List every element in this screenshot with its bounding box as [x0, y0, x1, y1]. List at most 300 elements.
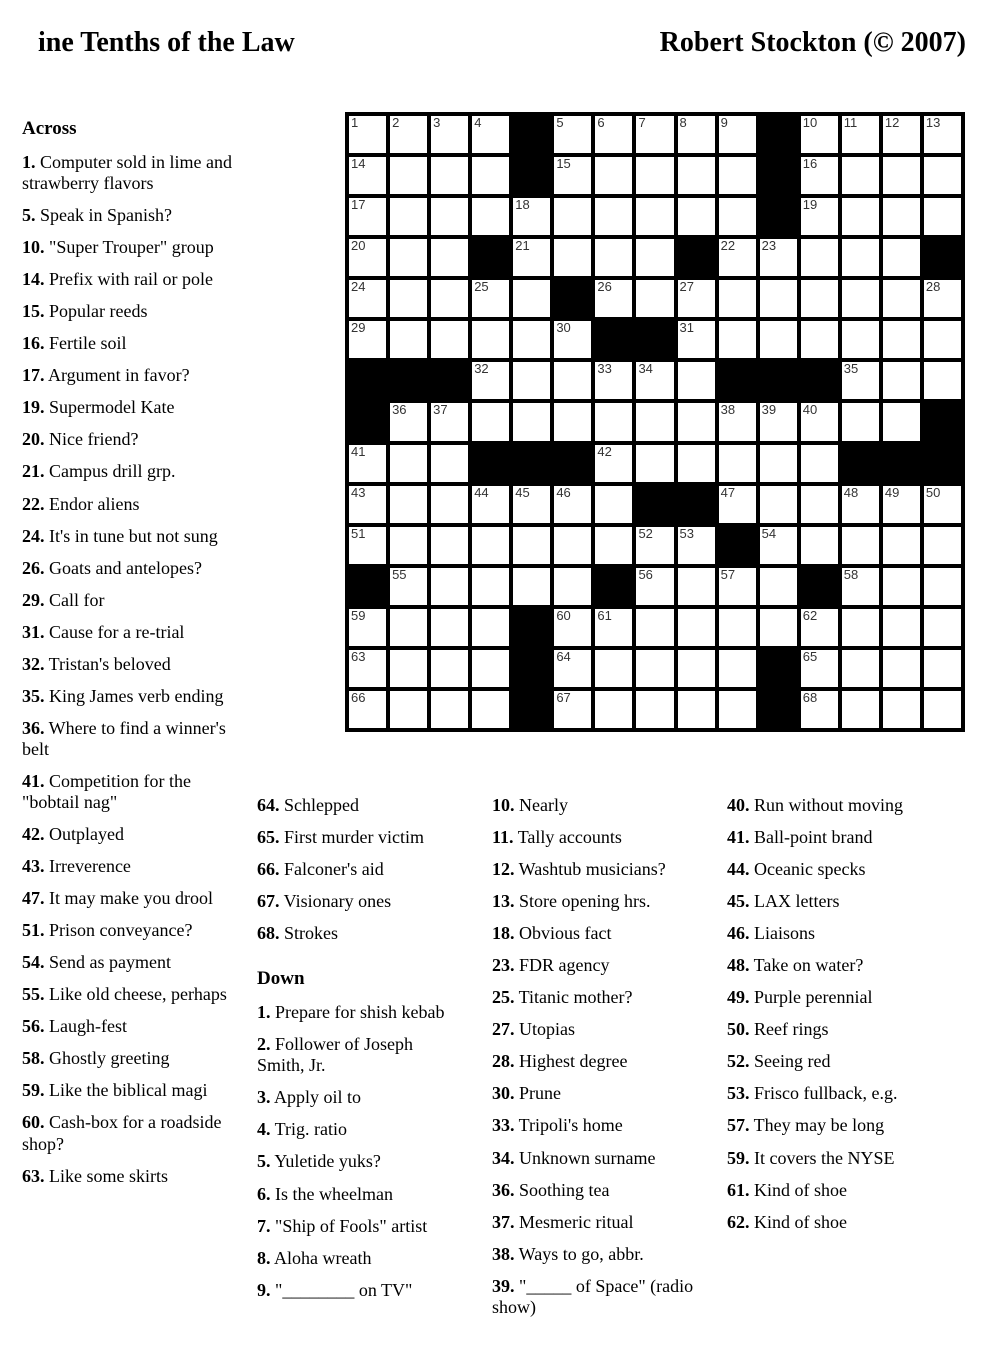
grid-cell[interactable] — [719, 650, 756, 687]
grid-cell[interactable] — [431, 527, 468, 564]
clue-number: 20. — [22, 429, 45, 450]
grid-cell[interactable] — [883, 157, 920, 194]
grid-cell[interactable] — [801, 609, 838, 646]
grid-cell[interactable] — [595, 650, 632, 687]
grid-cell[interactable] — [883, 239, 920, 276]
grid-cell[interactable] — [390, 321, 427, 358]
grid-cell[interactable] — [554, 157, 591, 194]
grid-cell[interactable] — [595, 527, 632, 564]
grid-cell[interactable] — [842, 403, 879, 440]
grid-cell[interactable] — [678, 568, 715, 605]
grid-cell[interactable] — [801, 650, 838, 687]
grid-cell[interactable] — [390, 403, 427, 440]
grid-cell[interactable] — [719, 157, 756, 194]
black-cell — [513, 609, 550, 646]
grid-cell[interactable] — [760, 403, 797, 440]
grid-cell[interactable] — [924, 486, 961, 523]
grid-cell[interactable] — [472, 280, 509, 317]
grid-cell[interactable] — [431, 445, 468, 482]
grid-cell[interactable] — [472, 403, 509, 440]
grid-cell[interactable] — [554, 650, 591, 687]
clue-number: 13. — [492, 891, 515, 912]
grid-cell[interactable] — [636, 609, 673, 646]
grid-cell[interactable] — [924, 198, 961, 235]
grid-cell[interactable] — [513, 198, 550, 235]
grid-cell[interactable] — [883, 321, 920, 358]
grid-cell[interactable] — [513, 362, 550, 399]
grid-cell[interactable] — [760, 486, 797, 523]
grid-cell[interactable] — [390, 445, 427, 482]
grid-cell[interactable] — [390, 239, 427, 276]
grid-cell[interactable] — [390, 568, 427, 605]
grid-cell[interactable] — [924, 116, 961, 153]
black-cell — [760, 116, 797, 153]
grid-cell[interactable] — [842, 568, 879, 605]
down-clue-36: 36. Soothing tea — [492, 1179, 610, 1200]
crossword-grid — [345, 112, 965, 732]
clue-number: 4. — [257, 1119, 271, 1140]
grid-cell[interactable] — [431, 403, 468, 440]
across-clue-16: 16. Fertile soil — [22, 333, 127, 354]
grid-cell[interactable] — [760, 527, 797, 564]
grid-cell[interactable] — [595, 362, 632, 399]
across-clues-list — [22, 152, 244, 1187]
grid-cell[interactable] — [595, 157, 632, 194]
grid-cell[interactable] — [883, 691, 920, 728]
grid-cell[interactable] — [719, 280, 756, 317]
across-clue-41: 41. Competition for the "bobtail nag" — [22, 770, 191, 812]
grid-cell[interactable] — [390, 198, 427, 235]
grid-cell[interactable] — [719, 198, 756, 235]
grid-cell[interactable] — [719, 445, 756, 482]
across-clue-58: 58. Ghostly greeting — [22, 1048, 170, 1069]
grid-cell[interactable] — [595, 445, 632, 482]
grid-cell[interactable] — [842, 157, 879, 194]
grid-cell[interactable] — [678, 362, 715, 399]
clue-number: 41. — [22, 770, 45, 791]
grid-cell[interactable] — [636, 198, 673, 235]
grid-cell[interactable] — [678, 403, 715, 440]
grid-cell[interactable] — [719, 239, 756, 276]
black-cell — [513, 116, 550, 153]
clue-number: 23. — [492, 955, 515, 976]
down-clue-39: 39. "_____ of Space" (radio show) — [492, 1275, 694, 1317]
grid-cell[interactable] — [883, 609, 920, 646]
grid-cell[interactable] — [636, 157, 673, 194]
across-clue-54: 54. Send as payment — [22, 952, 171, 973]
grid-cell[interactable] — [513, 527, 550, 564]
down-clue-37: 37. Mesmeric ritual — [492, 1211, 634, 1232]
grid-cell[interactable] — [349, 116, 386, 153]
grid-cell[interactable] — [678, 691, 715, 728]
clue-number: 32. — [22, 653, 45, 674]
grid-cell[interactable] — [636, 527, 673, 564]
grid-cell[interactable] — [678, 157, 715, 194]
grid-cell[interactable] — [472, 157, 509, 194]
grid-cell[interactable] — [924, 280, 961, 317]
grid-cell[interactable] — [924, 650, 961, 687]
grid-cell[interactable] — [390, 527, 427, 564]
clue-number: 27. — [492, 1019, 515, 1040]
grid-cell[interactable] — [349, 486, 386, 523]
grid-cell[interactable] — [760, 280, 797, 317]
down-clue-13: 13. Store opening hrs. — [492, 891, 651, 912]
grid-cell[interactable] — [924, 157, 961, 194]
black-cell — [554, 280, 591, 317]
clue-number: 1. — [257, 1002, 271, 1023]
grid-cell[interactable] — [595, 239, 632, 276]
grid-cell[interactable] — [719, 486, 756, 523]
grid-cell[interactable] — [513, 403, 550, 440]
grid-cell[interactable] — [842, 650, 879, 687]
down-clue-34: 34. Unknown surname — [492, 1147, 656, 1168]
grid-cell[interactable] — [678, 116, 715, 153]
black-cell — [390, 362, 427, 399]
grid-cell[interactable] — [554, 609, 591, 646]
clue-number: 44. — [727, 859, 750, 880]
grid-cell[interactable] — [883, 650, 920, 687]
cell-number: 68 — [802, 689, 818, 705]
grid-cell[interactable] — [678, 445, 715, 482]
grid-cell[interactable] — [431, 691, 468, 728]
grid-cell[interactable] — [678, 609, 715, 646]
cell-number: 53 — [679, 525, 694, 541]
cell-number: 50 — [925, 484, 941, 500]
down-clue-38: 38. Ways to go, abbr. — [492, 1243, 644, 1264]
grid-cell[interactable] — [554, 362, 591, 399]
grid-cell[interactable] — [636, 650, 673, 687]
grid-cell[interactable] — [431, 239, 468, 276]
black-cell — [636, 486, 673, 523]
cell-number: 49 — [884, 484, 900, 500]
across-clue-51: 51. Prison conveyance? — [22, 920, 193, 941]
grid-cell[interactable] — [431, 198, 468, 235]
grid-cell[interactable] — [431, 280, 468, 317]
grid-cell[interactable] — [349, 198, 386, 235]
grid-cell[interactable] — [636, 568, 673, 605]
clue-number: 43. — [22, 856, 45, 877]
grid-cell[interactable] — [390, 691, 427, 728]
black-cell — [924, 403, 961, 440]
grid-cell[interactable] — [472, 116, 509, 153]
black-cell — [431, 362, 468, 399]
grid-cell[interactable] — [554, 568, 591, 605]
grid-cell[interactable] — [595, 609, 632, 646]
grid-cell[interactable] — [349, 527, 386, 564]
cell-number: 67 — [556, 689, 571, 705]
grid-cell[interactable] — [472, 486, 509, 523]
grid-cell[interactable] — [431, 321, 468, 358]
grid-cell[interactable] — [636, 116, 673, 153]
cell-number: 38 — [720, 402, 736, 418]
grid-cell[interactable] — [883, 527, 920, 564]
grid-cell[interactable] — [842, 321, 879, 358]
black-cell — [513, 650, 550, 687]
down-clue-2: 2. Follower of Joseph Smith, Jr. — [257, 1034, 413, 1076]
grid-cell[interactable] — [595, 116, 632, 153]
cell-number: 33 — [597, 361, 612, 377]
grid-cell[interactable] — [349, 321, 386, 358]
grid-cell[interactable] — [924, 362, 961, 399]
grid-cell[interactable] — [513, 568, 550, 605]
black-cell — [883, 445, 920, 482]
cell-number: 41 — [351, 443, 366, 459]
cell-number: 20 — [351, 238, 366, 254]
grid-cell[interactable] — [390, 486, 427, 523]
puzzle-author: Robert Stockton (© 2007) — [659, 27, 966, 58]
grid-cell[interactable] — [924, 568, 961, 605]
grid-cell[interactable] — [760, 321, 797, 358]
grid-cell[interactable] — [554, 116, 591, 153]
clue-number: 41. — [727, 827, 750, 848]
grid-cell[interactable] — [472, 609, 509, 646]
across-clues-column — [22, 118, 244, 1198]
grid-cell[interactable] — [678, 280, 715, 317]
clue-number: 36. — [492, 1179, 515, 1200]
black-cell — [760, 691, 797, 728]
grid-cell[interactable] — [554, 198, 591, 235]
grid-cell[interactable] — [595, 280, 632, 317]
clue-number: 64. — [257, 795, 280, 815]
grid-cell[interactable] — [883, 280, 920, 317]
grid-cell[interactable] — [431, 650, 468, 687]
grid-cell[interactable] — [472, 691, 509, 728]
grid-cell[interactable] — [760, 445, 797, 482]
clue-number: 33. — [492, 1115, 515, 1136]
clue-number: 7. — [257, 1215, 271, 1236]
grid-cell[interactable] — [678, 198, 715, 235]
black-cell — [513, 691, 550, 728]
clue-number: 57. — [727, 1115, 750, 1136]
grid-cell[interactable] — [636, 239, 673, 276]
grid-cell[interactable] — [842, 116, 879, 153]
clue-number: 28. — [492, 1051, 515, 1072]
across-clue-35: 35. King James verb ending — [22, 685, 224, 706]
grid-cell[interactable] — [801, 239, 838, 276]
grid-cell[interactable] — [349, 650, 386, 687]
grid-cell[interactable] — [390, 280, 427, 317]
grid-cell[interactable] — [390, 116, 427, 153]
grid-cell[interactable] — [472, 362, 509, 399]
grid-cell[interactable] — [719, 691, 756, 728]
clue-number: 17. — [22, 365, 45, 386]
grid-cell[interactable] — [472, 650, 509, 687]
grid-cell[interactable] — [513, 239, 550, 276]
clue-number: 68. — [257, 923, 280, 944]
grid-cell[interactable] — [390, 609, 427, 646]
grid-cell[interactable] — [636, 403, 673, 440]
grid-cell[interactable] — [636, 280, 673, 317]
grid-cell[interactable] — [390, 650, 427, 687]
grid-cell[interactable] — [678, 527, 715, 564]
grid-cell[interactable] — [595, 486, 632, 523]
grid-cell[interactable] — [760, 239, 797, 276]
black-cell — [349, 362, 386, 399]
across-clue-17: 17. Argument in favor? — [22, 365, 190, 386]
clue-number: 45. — [727, 891, 750, 912]
grid-cell[interactable] — [513, 486, 550, 523]
grid-cell[interactable] — [760, 568, 797, 605]
grid-cell[interactable] — [349, 609, 386, 646]
across-clue-63: 63. Like some skirts — [22, 1165, 168, 1186]
grid-cell[interactable] — [513, 280, 550, 317]
grid-cell[interactable] — [924, 609, 961, 646]
grid-cell[interactable] — [472, 198, 509, 235]
cell-number: 40 — [802, 402, 818, 418]
down-clue-25: 25. Titanic mother? — [492, 987, 633, 1008]
grid-cell[interactable] — [390, 157, 427, 194]
grid-cell[interactable] — [349, 445, 386, 482]
grid-cell[interactable] — [801, 486, 838, 523]
clue-number: 40. — [727, 795, 750, 815]
grid-cell[interactable] — [760, 609, 797, 646]
grid-cell[interactable] — [719, 609, 756, 646]
down-clue-44: 44. Oceanic specks — [727, 859, 866, 880]
clue-number: 19. — [22, 397, 45, 418]
grid-cell[interactable] — [924, 321, 961, 358]
grid-cell[interactable] — [554, 403, 591, 440]
across-clue-66: 66. Falconer's aid — [257, 859, 384, 880]
grid-cell[interactable] — [842, 691, 879, 728]
down-clue-4: 4. Trig. ratio — [257, 1119, 348, 1140]
grid-cell[interactable] — [842, 198, 879, 235]
clue-number: 56. — [22, 1016, 45, 1037]
grid-cell[interactable] — [883, 568, 920, 605]
grid-cell[interactable] — [554, 486, 591, 523]
clue-number: 15. — [22, 301, 45, 322]
down-clue-62: 62. Kind of shoe — [727, 1211, 847, 1232]
clue-number: 54. — [22, 952, 45, 973]
black-cell — [513, 157, 550, 194]
grid-cell[interactable] — [883, 486, 920, 523]
grid-cell[interactable] — [431, 609, 468, 646]
across-clue-65: 65. First murder victim — [257, 827, 424, 848]
cell-number: 43 — [351, 484, 366, 500]
across-clue-60: 60. Cash-box for a roadside shop? — [22, 1112, 222, 1154]
grid-cell[interactable] — [472, 321, 509, 358]
grid-cell[interactable] — [801, 280, 838, 317]
grid-cell[interactable] — [719, 321, 756, 358]
grid-cell[interactable] — [472, 527, 509, 564]
grid-cell[interactable] — [554, 239, 591, 276]
down-clue-27: 27. Utopias — [492, 1019, 575, 1040]
grid-cell[interactable] — [349, 691, 386, 728]
grid-cell[interactable] — [554, 321, 591, 358]
grid-cell[interactable] — [678, 650, 715, 687]
down-clue-30: 30. Prune — [492, 1083, 561, 1104]
grid-cell[interactable] — [431, 157, 468, 194]
down-clues-list — [257, 1002, 463, 1300]
grid-cell[interactable] — [801, 445, 838, 482]
clue-number: 25. — [492, 987, 515, 1008]
grid-cell[interactable] — [842, 239, 879, 276]
grid-cell[interactable] — [554, 691, 591, 728]
grid-cell[interactable] — [883, 198, 920, 235]
down-clue-9: 9. "________ on TV" — [257, 1279, 413, 1300]
across-clue-43: 43. Irreverence — [22, 856, 131, 877]
grid-cell[interactable] — [883, 362, 920, 399]
grid-cell[interactable] — [801, 157, 838, 194]
grid-cell[interactable] — [349, 157, 386, 194]
grid-cell[interactable] — [801, 321, 838, 358]
clue-number: 29. — [22, 589, 45, 610]
across-clue-42: 42. Outplayed — [22, 824, 124, 845]
grid-cell[interactable] — [636, 691, 673, 728]
black-cell — [595, 568, 632, 605]
grid-cell[interactable] — [801, 527, 838, 564]
black-cell — [678, 239, 715, 276]
down-clue-28: 28. Highest degree — [492, 1051, 628, 1072]
clue-number: 46. — [727, 923, 750, 944]
grid-cell[interactable] — [842, 486, 879, 523]
grid-cell[interactable] — [801, 691, 838, 728]
grid-cell[interactable] — [431, 568, 468, 605]
grid-cell[interactable] — [842, 527, 879, 564]
grid-cell[interactable] — [801, 403, 838, 440]
grid-cell[interactable] — [924, 691, 961, 728]
clue-number: 9. — [257, 1279, 271, 1300]
grid-cell[interactable] — [842, 609, 879, 646]
grid-cell[interactable] — [719, 116, 756, 153]
grid-cell[interactable] — [719, 568, 756, 605]
cell-number: 19 — [802, 197, 818, 213]
clue-number: 51. — [22, 920, 45, 941]
grid-cell[interactable] — [842, 280, 879, 317]
grid-cell[interactable] — [595, 198, 632, 235]
cell-number: 52 — [638, 525, 653, 541]
black-cell — [760, 362, 797, 399]
grid-cell[interactable] — [636, 362, 673, 399]
clue-number: 58. — [22, 1048, 45, 1069]
grid-cell[interactable] — [554, 527, 591, 564]
grid-cell[interactable] — [431, 116, 468, 153]
grid-cell[interactable] — [719, 403, 756, 440]
across-clue-67: 67. Visionary ones — [257, 891, 392, 912]
grid-cell[interactable] — [678, 321, 715, 358]
down-clue-40: 40. Run without moving — [727, 795, 904, 815]
clue-number: 10. — [22, 237, 45, 258]
black-cell — [801, 362, 838, 399]
grid-cell[interactable] — [349, 280, 386, 317]
clue-number: 1. — [22, 152, 36, 172]
black-cell — [349, 568, 386, 605]
down-clue-10: 10. Nearly — [492, 795, 568, 815]
grid-cell[interactable] — [349, 239, 386, 276]
cell-number: 64 — [556, 648, 571, 664]
grid-cell[interactable] — [883, 116, 920, 153]
grid-cell[interactable] — [595, 691, 632, 728]
grid-cell[interactable] — [801, 116, 838, 153]
grid-cell[interactable] — [513, 321, 550, 358]
puzzle-title: ine Tenths of the Law — [38, 27, 295, 58]
grid-cell[interactable] — [595, 403, 632, 440]
across-clue-5: 5. Speak in Spanish? — [22, 205, 172, 226]
black-cell — [801, 568, 838, 605]
across-clue-47: 47. It may make you drool — [22, 888, 213, 909]
grid-cell[interactable] — [472, 568, 509, 605]
grid-cell[interactable] — [842, 362, 879, 399]
grid-cell[interactable] — [924, 527, 961, 564]
grid-cell[interactable] — [636, 445, 673, 482]
clue-number: 6. — [257, 1183, 271, 1204]
grid-cell[interactable] — [801, 198, 838, 235]
cell-number: 26 — [597, 279, 612, 295]
grid-cell[interactable] — [883, 403, 920, 440]
across-clue-14: 14. Prefix with rail or pole — [22, 269, 213, 290]
across-clues-continued — [257, 795, 463, 944]
grid-cell[interactable] — [431, 486, 468, 523]
down-clue-7: 7. "Ship of Fools" artist — [257, 1215, 428, 1236]
